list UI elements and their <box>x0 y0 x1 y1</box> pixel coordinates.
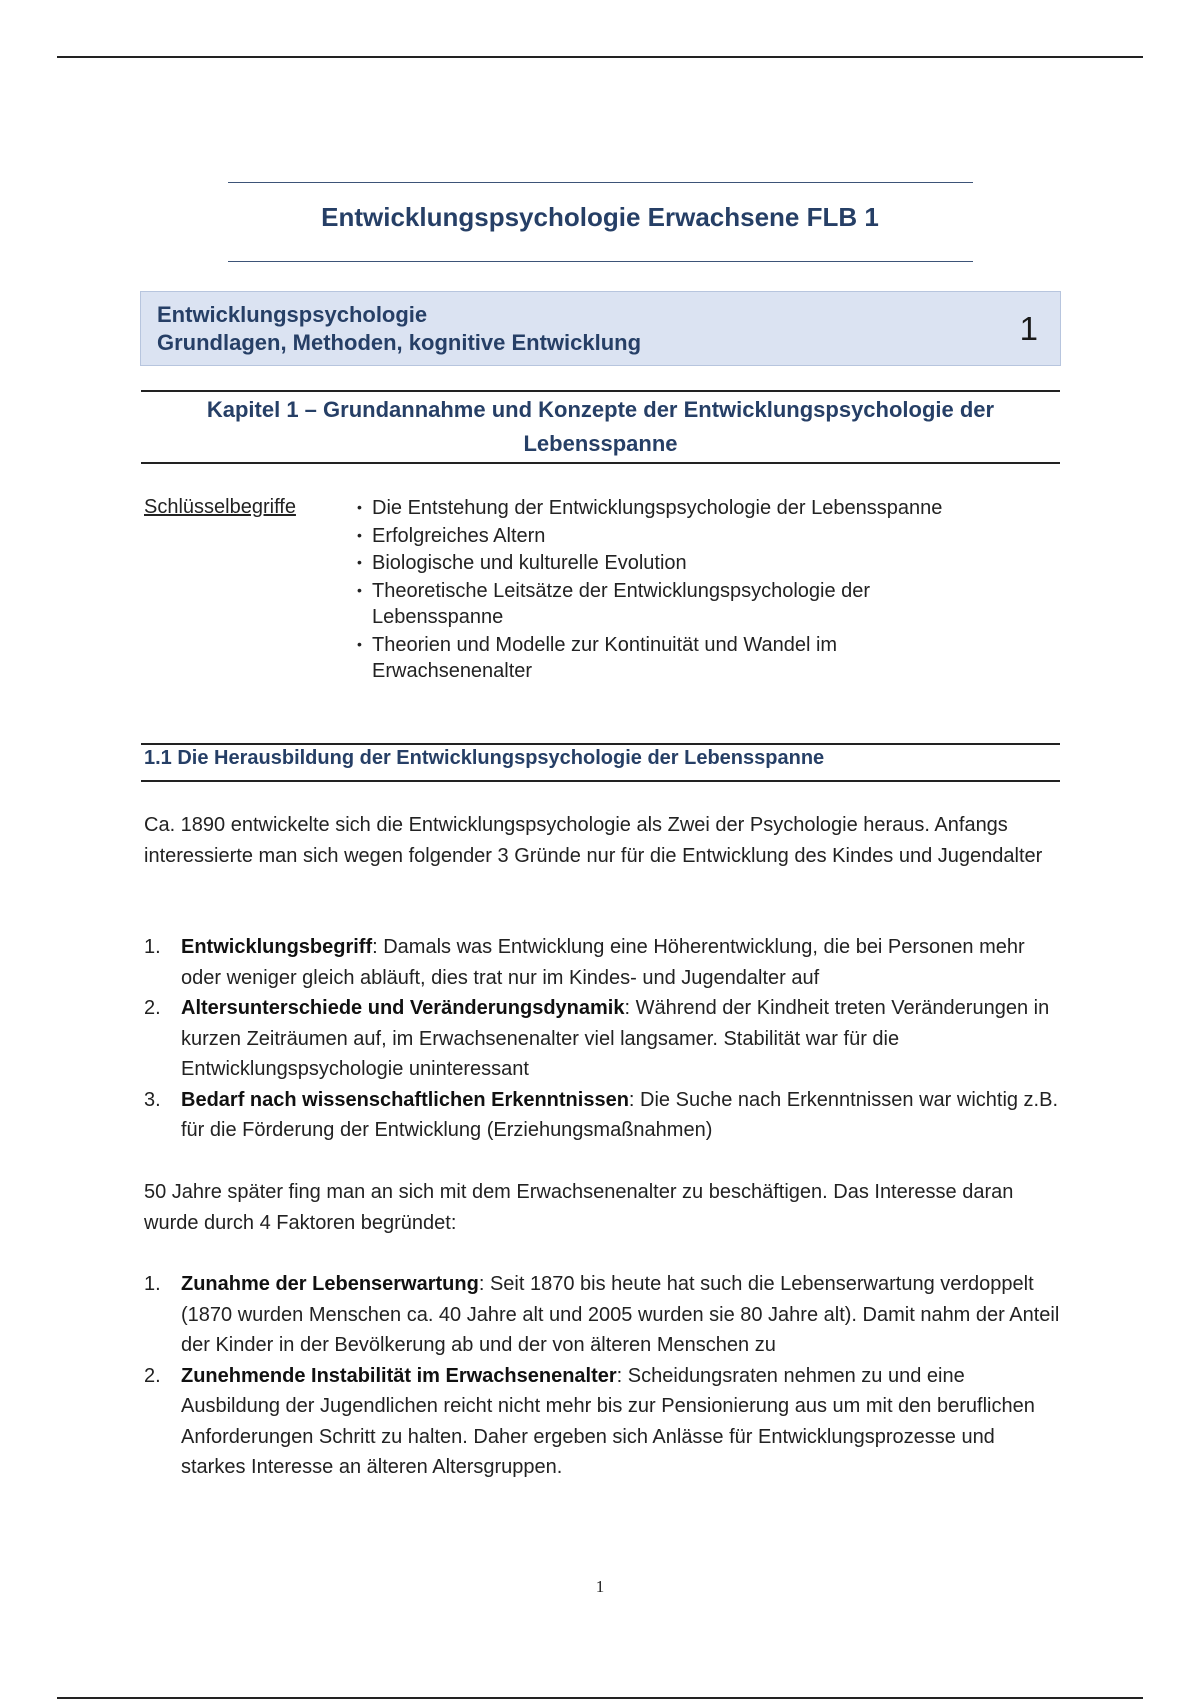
page-number: 1 <box>595 1577 605 1596</box>
second-paragraph: 50 Jahre später fing man an sich mit dem Erwachsenenalter zu beschäftigen. Das Interesse daran wurde durch 4 Faktoren begründet: <box>144 1181 1014 1234</box>
page-top-rule <box>57 56 1143 58</box>
factor-text: : Scheidungsraten nehmen zu und eine Ausbildung der Jugendlichen reicht nicht mehr bis zur Pensionierung aus um mit den beruflichen Anforderungen Schritt zu halten. Daher ergeben sich Anlässe für Entwicklungsprozesse und starkes Interesse an älteren Altersgruppen. <box>181 1364 1035 1478</box>
reason-term: Altersunterschiede und Veränderungsdynamik <box>181 997 625 1019</box>
key-term-item: • Erfolgreiches Altern <box>357 522 1077 550</box>
document-title: Entwicklungspsychologie Erwachsene FLB 1 <box>321 202 879 232</box>
title-rule-top <box>228 182 973 183</box>
reason-term: Entwicklungsbegriff <box>181 936 373 958</box>
reasons-list <box>144 932 1064 1146</box>
reason-item <box>144 932 1064 993</box>
reason-number: 3. <box>144 1088 161 1111</box>
key-term-item: • Die Entstehung der Entwicklungspsychologie der Lebensspanne <box>357 494 1077 522</box>
factor-item <box>144 1269 1064 1361</box>
section-rule-bottom <box>141 780 1060 782</box>
key-terms-list <box>357 494 1077 685</box>
factor-number: 2. <box>144 1364 161 1387</box>
reason-item <box>144 1085 1064 1146</box>
reason-text: : Die Suche nach Erkenntnissen war wichtig z.B. für die Förderung der Entwicklung (Erziehungsmaßnahmen) <box>181 1088 1059 1141</box>
chapter-heading-rule-bottom <box>141 462 1060 464</box>
chapter-box-subtitle: Grundlagen, Methoden, kognitive Entwicklung <box>157 330 642 355</box>
section-rule-top <box>141 743 1060 745</box>
factor-number: 1. <box>144 1273 161 1295</box>
factor-text: : Seit 1870 bis heute hat such die Lebenserwartung verdoppelt (1870 wurden Menschen ca. 40 Jahre alt und 2005 wurden sie 80 Jahre alt). Damit nahm der Anteil der Kinder in der Bevölkerung ab und der von älteren Menschen zu <box>181 1273 1060 1356</box>
chapter-heading-rule-top <box>141 390 1060 392</box>
key-term-item: • Theoretische Leitsätze der Entwicklungspsychologie der Lebensspanne <box>357 577 932 631</box>
factor-term: Zunehmende Instabilität im Erwachsenenalter <box>181 1364 617 1387</box>
key-terms-label: Schlüsselbegriffe <box>144 496 296 518</box>
chapter-heading-line2: Lebensspanne <box>523 431 678 456</box>
factors-list <box>144 1269 1064 1483</box>
factor-item <box>144 1361 1064 1483</box>
chapter-box <box>140 291 1061 366</box>
intro-paragraph: Ca. 1890 entwickelte sich die Entwicklungspsychologie als Zwei der Psychologie heraus. Anfangs interessierte man sich wegen folgender 3 Gründe nur für die Entwicklung des Kindes und Jugendalter <box>144 814 1043 867</box>
chapter-heading <box>141 393 1060 461</box>
reason-item <box>144 993 1064 1085</box>
section-heading: 1.1 Die Herausbildung der Entwicklungspsychologie der Lebensspanne <box>144 747 825 769</box>
chapter-number: 1 <box>1019 310 1038 347</box>
reason-number: 2. <box>144 997 161 1019</box>
factor-term: Zunahme der Lebenserwartung <box>181 1273 479 1295</box>
reason-term: Bedarf nach wissenschaftlichen Erkenntnissen <box>181 1088 629 1111</box>
reason-text: : Während der Kindheit treten Veränderungen in kurzen Zeiträumen auf, im Erwachsenenalter viel langsamer. Stabilität war für die Entwicklungspsychologie uninteressant <box>181 997 1050 1080</box>
reason-text: : Damals was Entwicklung eine Höherentwicklung, die bei Personen mehr oder weniger gleich abläuft, dies trat nur im Kindes- und Jugendalter auf <box>181 936 1025 989</box>
page-bottom-rule <box>57 1697 1143 1699</box>
chapter-heading-line1: Kapitel 1 – Grundannahme und Konzepte der Entwicklungspsychologie der <box>206 397 995 422</box>
title-rule-bottom <box>228 261 973 262</box>
key-term-item: • Biologische und kulturelle Evolution <box>357 549 1077 577</box>
chapter-box-title: Entwicklungspsychologie <box>157 302 428 327</box>
reason-number: 1. <box>144 936 161 958</box>
key-term-item: • Theorien und Modelle zur Kontinuität und Wandel im Erwachsenenalter <box>357 631 912 685</box>
